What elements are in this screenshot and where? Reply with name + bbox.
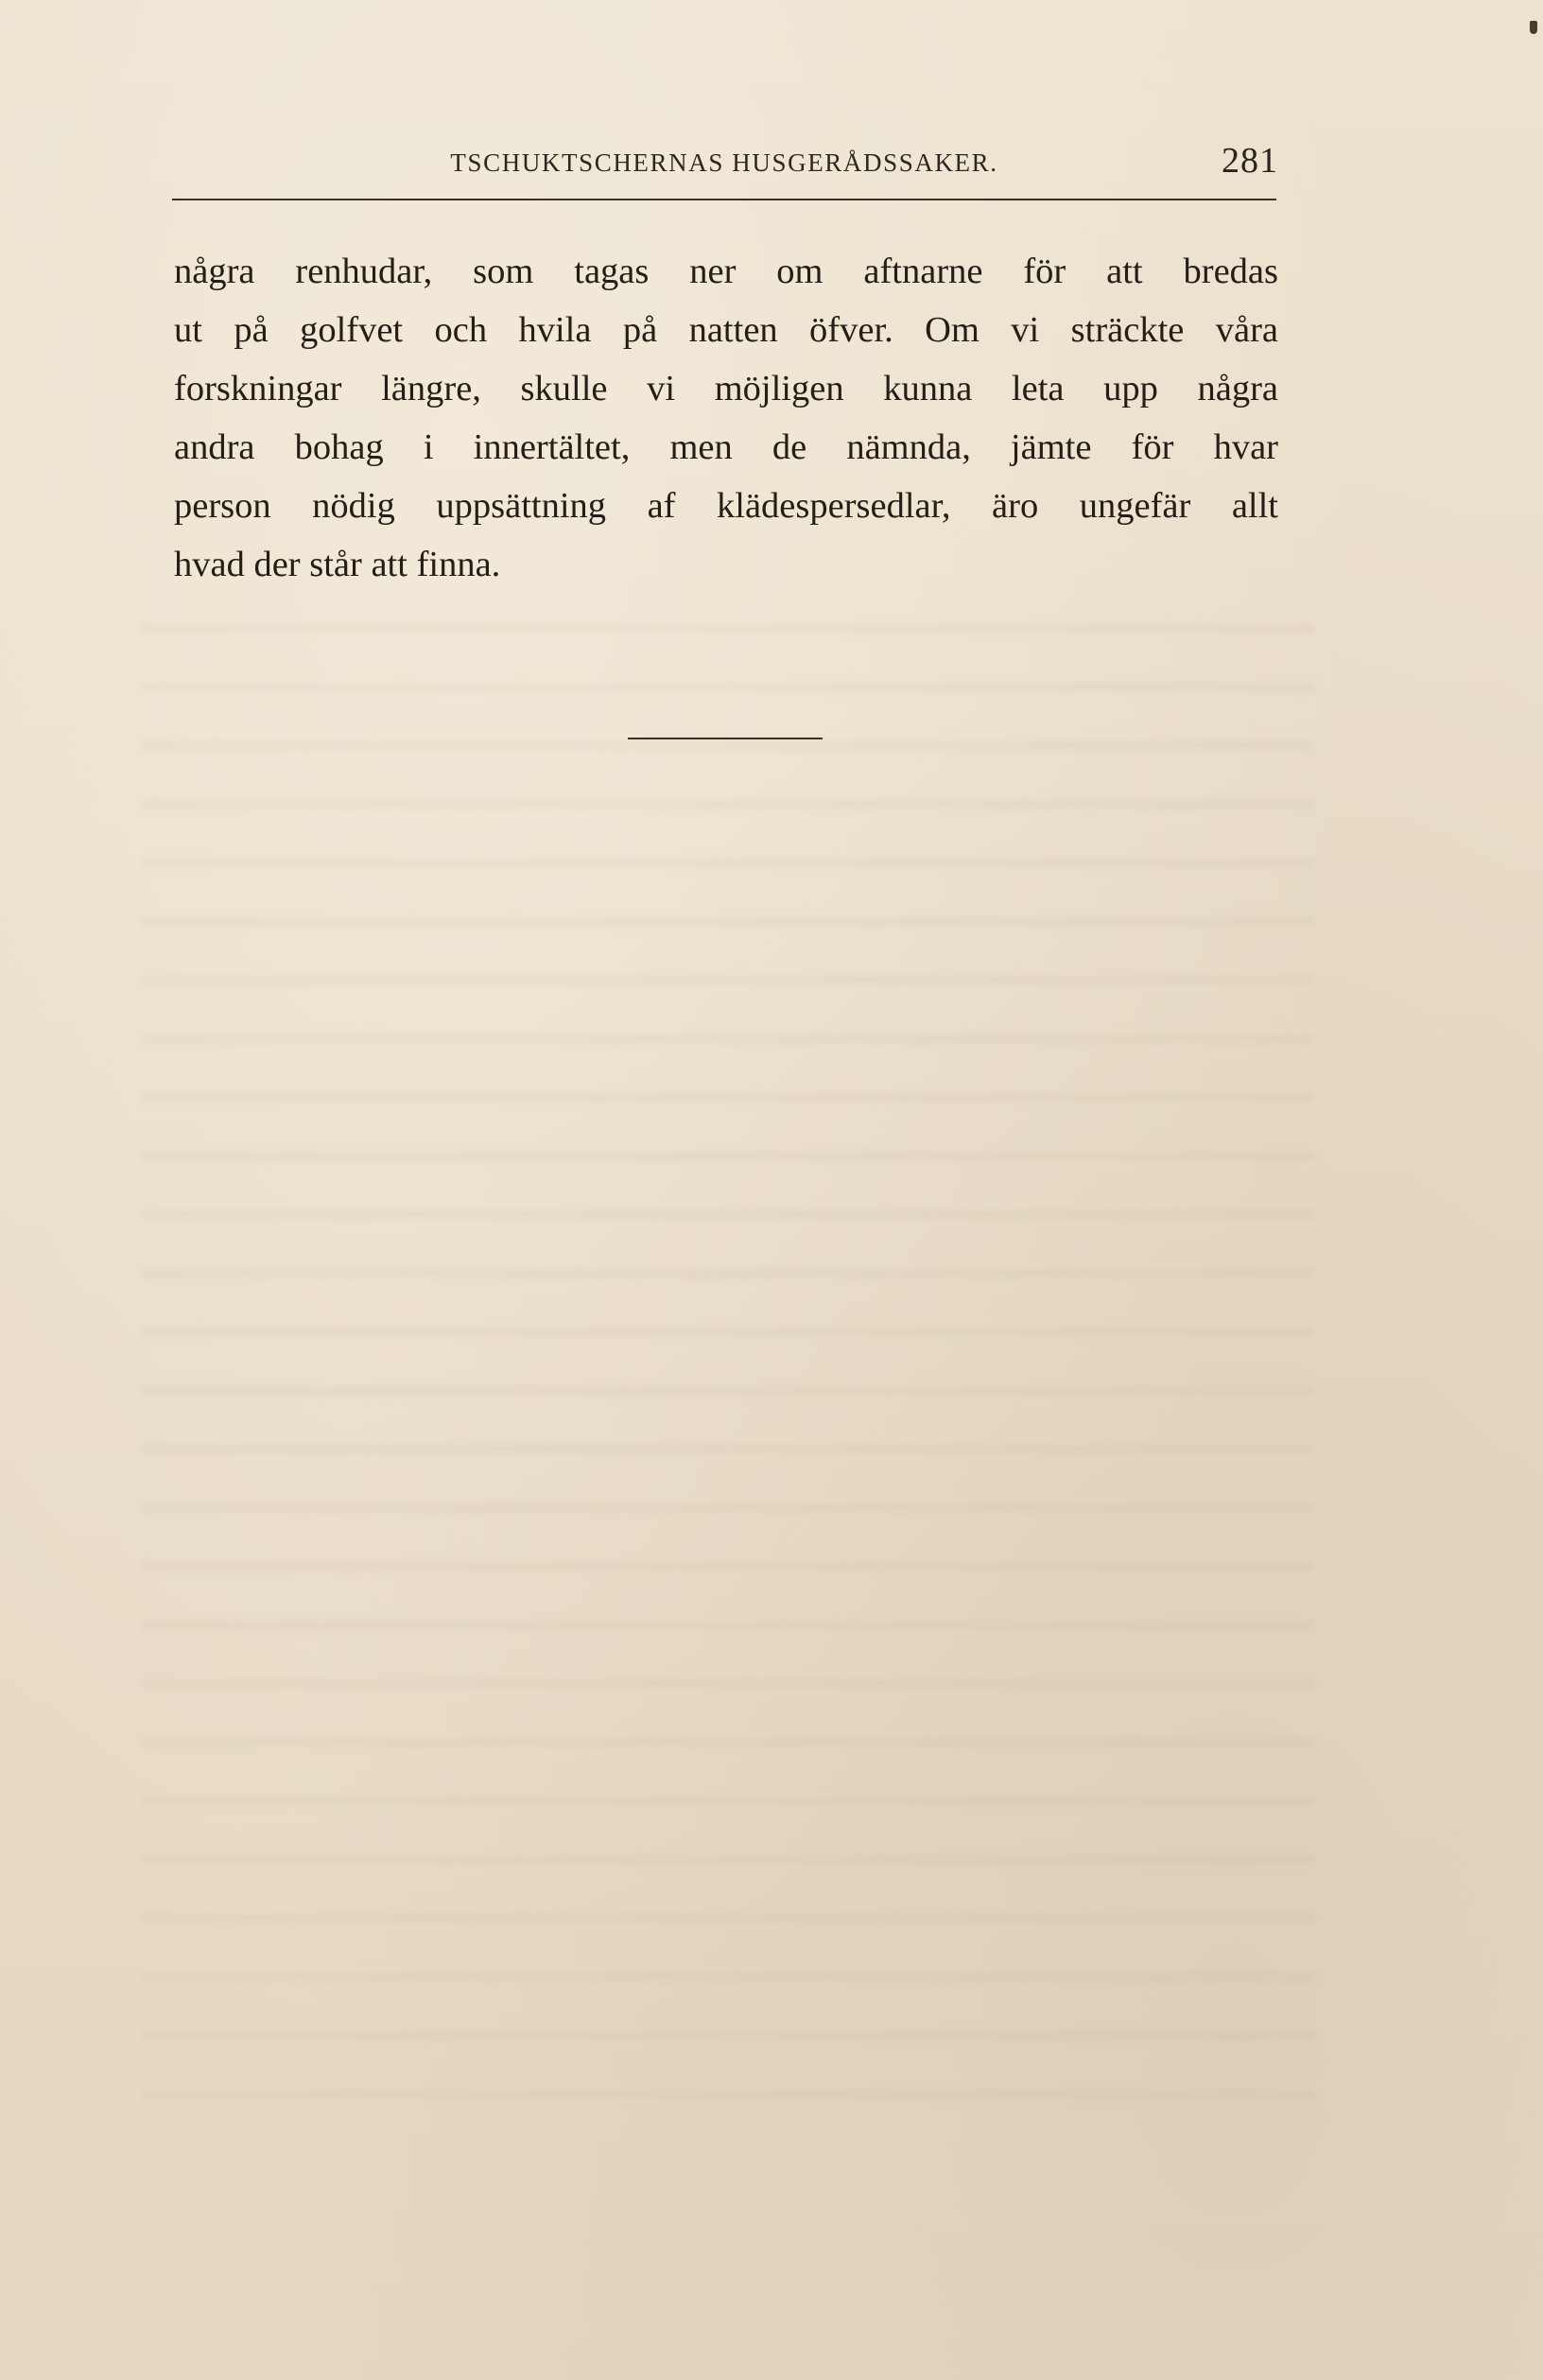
- page-number: 281: [1222, 141, 1278, 181]
- running-title: TSCHUKTSCHERNAS HUSGERÅDSSAKER.: [450, 148, 998, 177]
- text-line: några renhudar, som tagas ner om aftnarne för att bredas: [174, 252, 1278, 291]
- text-line: andra bohag i innertältet, men de nämnda, jämte för hvar: [174, 427, 1278, 467]
- paragraph: [174, 242, 1278, 594]
- text-line: forskningar längre, skulle vi möjligen kunna leta upp några: [174, 369, 1278, 408]
- section-end-rule: [628, 738, 823, 739]
- show-through-text: [142, 586, 1314, 2118]
- text-line: ut på golfvet och hvila på natten öfver. Om vi sträckte våra: [174, 310, 1278, 350]
- text-line: hvad der står att finna.: [174, 545, 501, 584]
- text-line: person nödig uppsättning af klädespersedlar, äro ungefär allt: [174, 486, 1278, 526]
- running-head: [170, 141, 1278, 182]
- header-rule: [172, 199, 1276, 200]
- corner-mark: [1530, 21, 1537, 34]
